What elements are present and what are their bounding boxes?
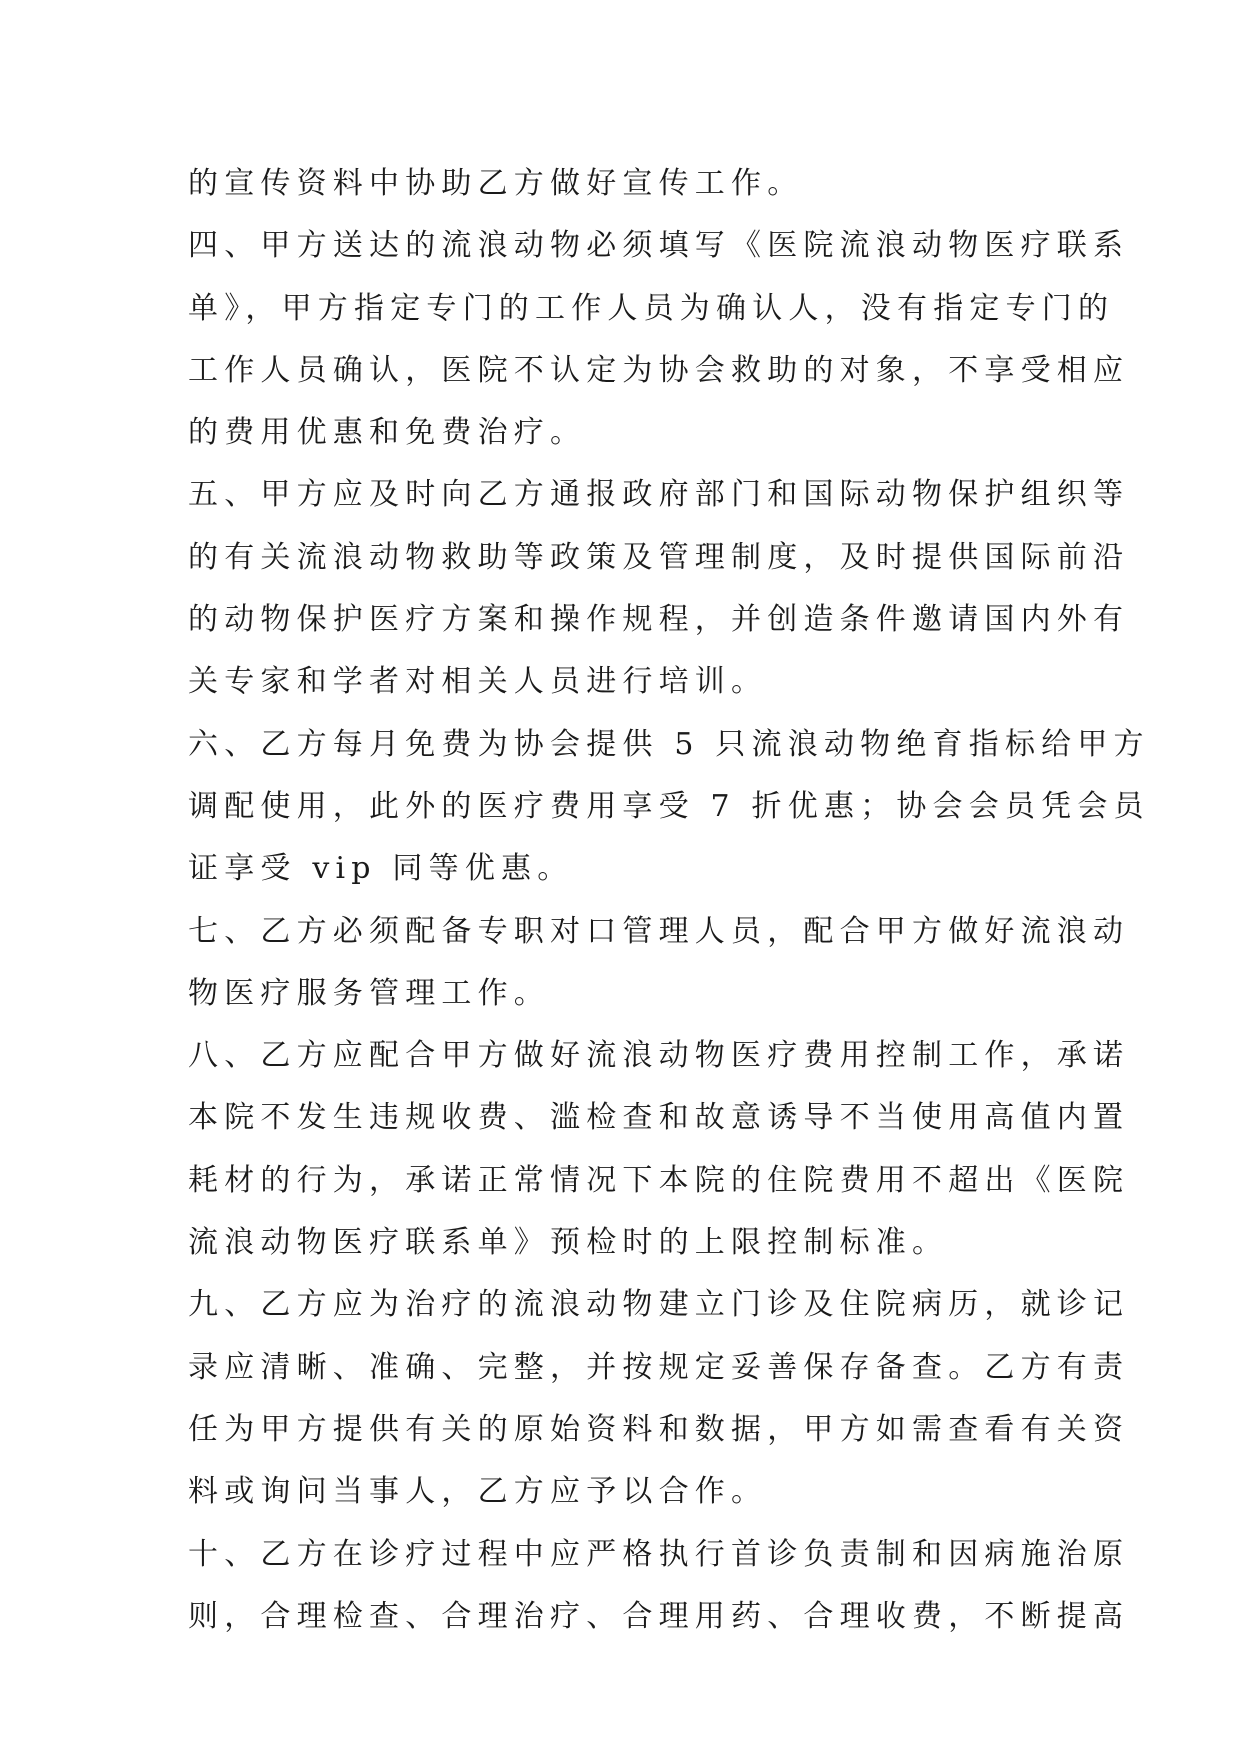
text-line: 八、乙方应配合甲方做好流浪动物医疗费用控制工作，承诺 xyxy=(188,1038,1130,1074)
text-line: 证享受 vip 同等优惠。 xyxy=(188,851,574,887)
text-line: 六、乙方每月免费为协会提供 5 只流浪动物绝育指标给甲方 xyxy=(188,726,1150,762)
text-line: 则，合理检查、合理治疗、合理用药、合理收费，不断提高 xyxy=(188,1598,1130,1634)
text-line: 流浪动物医疗联系单》预检时的上限控制标准。 xyxy=(188,1225,949,1261)
text-line: 关专家和学者对相关人员进行培训。 xyxy=(188,664,768,700)
text-line: 料或询问当事人，乙方应予以合作。 xyxy=(188,1474,768,1510)
text-line: 调配使用，此外的医疗费用享受 7 折优惠；协会会员凭会员 xyxy=(188,788,1150,824)
text-line: 的费用优惠和免费治疗。 xyxy=(188,415,587,451)
text-line: 工作人员确认，医院不认定为协会救助的对象，不享受相应 xyxy=(188,352,1130,388)
text-line: 录应清晰、准确、完整，并按规定妥善保存备查。乙方有责 xyxy=(188,1349,1130,1385)
text-line: 五、甲方应及时向乙方通报政府部门和国际动物保护组织等 xyxy=(188,477,1130,513)
text-line: 七、乙方必须配备专职对口管理人员，配合甲方做好流浪动 xyxy=(188,913,1130,949)
text-line: 的有关流浪动物救助等政策及管理制度，及时提供国际前沿 xyxy=(188,539,1130,575)
text-line: 本院不发生违规收费、滥检查和故意诱导不当使用高值内置 xyxy=(188,1100,1130,1136)
text-line: 九、乙方应为治疗的流浪动物建立门诊及住院病历，就诊记 xyxy=(188,1287,1130,1323)
document-body xyxy=(188,153,1150,1648)
text-line: 四、甲方送达的流浪动物必须填写《医院流浪动物医疗联系 xyxy=(188,228,1130,264)
text-line: 物医疗服务管理工作。 xyxy=(188,975,550,1011)
text-line: 耗材的行为，承诺正常情况下本院的住院费用不超出《医院 xyxy=(188,1162,1130,1198)
text-line: 的动物保护医疗方案和操作规程，并创造条件邀请国内外有 xyxy=(188,602,1130,638)
text-line: 单》，甲方指定专门的工作人员为确认人，没有指定专门的 xyxy=(188,290,1115,326)
text-line: 任为甲方提供有关的原始资料和数据，甲方如需查看有关资 xyxy=(188,1411,1130,1447)
text-line: 十、乙方在诊疗过程中应严格执行首诊负责制和因病施治原 xyxy=(188,1536,1130,1572)
text-line: 的宣传资料中协助乙方做好宣传工作。 xyxy=(188,166,804,201)
